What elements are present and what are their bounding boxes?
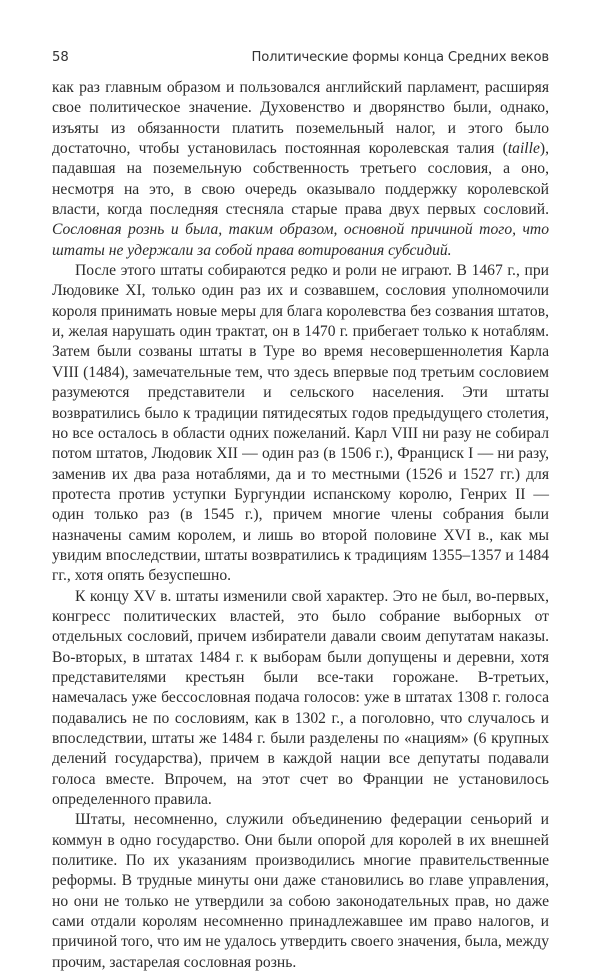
running-header (52, 50, 549, 70)
body-text (52, 78, 549, 973)
italic-conclusion: Сословная рознь и была, таким образом, основной причиной того, что штаты не удержали за собой права вотирования субсидий. (52, 221, 549, 259)
text-segment: ), падавшая на поземельную собственность третьего сословия, а оно, несмотря на это, в свою очередь оказывало поддержку королевской власти, когда последняя стесняла старые права двух первых сословий. (52, 140, 549, 219)
text-segment: Штаты, несомненно, служили объединению федерации сеньорий и коммун в одно государство. Они были опорой для королей в их внешней политике. По их указаниям производились многие правительственные реформы. В трудные минуты они даже становились во главе управления, но они не только не утвердили за собою законодательных прав, но даже сами отдали королям несомненно принадлежавшее им право налогов, и причиной того, что им не удалось утвердить своего значения, была, между прочим, застарелая сословная рознь. (52, 811, 549, 971)
italic-term: taille (507, 140, 540, 158)
page-number: 58 (52, 50, 69, 65)
text-segment: как раз главным образом и пользовался английский парламент, расширяя свое политическое значение. Духовенство и дворянство были, однако, изъяты из обязанности платить поземельный налог, и этого было достаточно, чтобы установилась постоянная королевская талия ( (52, 79, 549, 158)
text-segment: После этого штаты собираются редко и роли не играют. В 1467 г., при Людовике XI, только один раз их и созвавшем, сословия уполномочили короля принимать новые меры для блага королевства без созвания штатов, и, желая нарушать один трактат, он в 1470 г. прибегает только к нотаблям. Затем были созваны штаты в Туре во время несовершеннолетия Карла VIII (1484), замечательные тем, что здесь впервые под третьим сословием разумеются представители и сельского населения. Эти штаты возвратились было к традиции пятидесятых годов предыдущего столетия, но все осталось в области одних пожеланий. Карл VIII ни разу не собирал потом штатов, Людовик XII — один раз (в 1506 г.), Франциск I — ни разу, заменив их два раза нотаблями, да и то местными (1526 и 1527 гг.) для протеста против уступки Бургундии испанскому королю, Генрих II — один только раз (в 1545 г.), причем многие члены собрания были назначены самим королем, и лишь во второй половине XVI в., как мы увидим впоследствии, штаты возвратились к традициям 1355–1357 и 1484 гг., хотя опять безуспешно. (52, 262, 549, 585)
paragraph-1 (52, 78, 549, 261)
running-title: Политические формы конца Средних веков (251, 50, 549, 65)
paragraph-3 (52, 587, 549, 811)
paragraph-2 (52, 261, 549, 587)
paragraph-4 (52, 810, 549, 973)
text-segment: К концу XV в. штаты изменили свой характер. Это не был, во-первых, конгресс политических властей, это было собрание выборных от отдельных сословий, причем избиратели давали своим депутатам наказы. Во-вторых, в штатах 1484 г. к выборам были допущены и деревни, хотя представителями крестьян были все-таки горожане. В-третьих, намечалась уже бессословная подача голосов: уже в штатах 1308 г. голоса подавались не по сословиям, как в 1302 г., а поголовно, что случалось и впоследствии, штаты же 1484 г. были разделены по «нациям» (6 крупных делений государства), причем в каждой нации все депутаты подавали голоса вместе. Впрочем, на этот счет во Франции не установилось определенного правила. (52, 587, 549, 809)
